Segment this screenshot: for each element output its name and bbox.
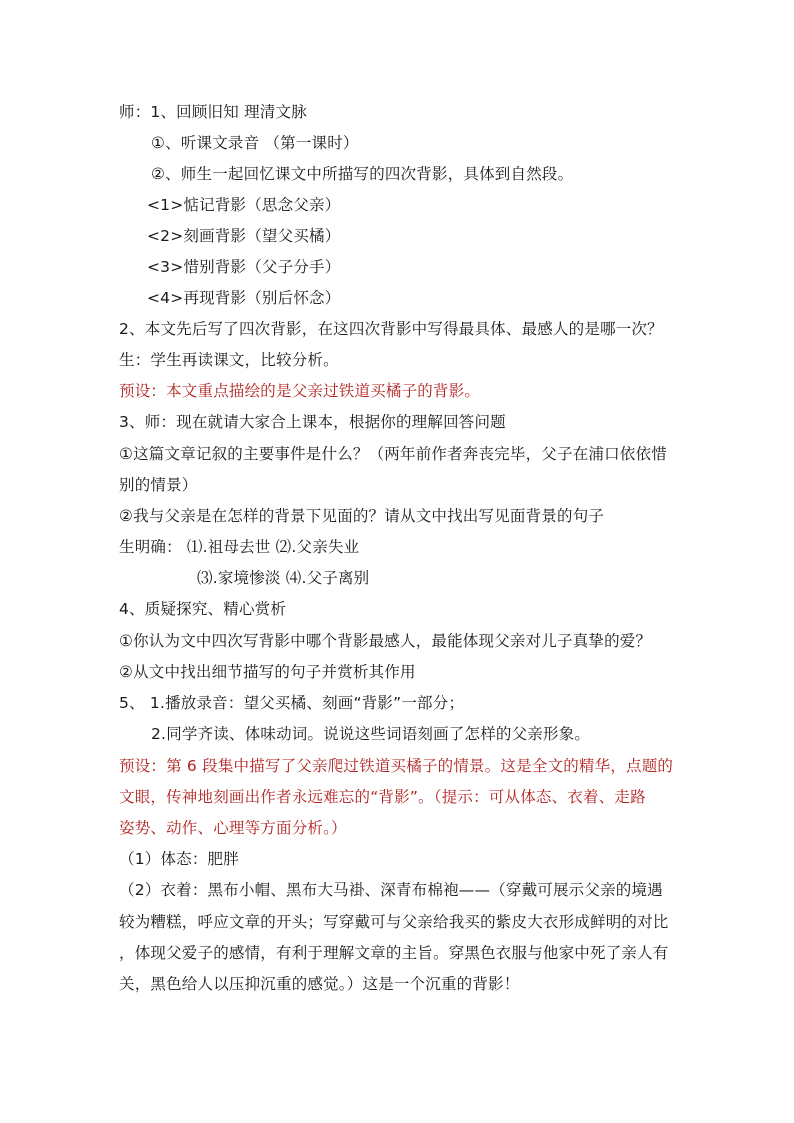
line-meeting-background: ②我与父亲是在怎样的背景下见面的？请从文中找出写见面背景的句子 bbox=[119, 507, 605, 525]
line-clothing-cont-2: ，体现父爱子的感情，有利于理解文章的主旨。穿黑色衣服与他家中死了亲人有 bbox=[119, 944, 669, 962]
line-back-2: <2>刻画背影（望父买橘） bbox=[147, 227, 341, 245]
line-clothing: （2）衣着：黑布小帽、黑布大马褂、深青布棉袍——（穿戴可展示父亲的境遇 bbox=[119, 881, 663, 899]
line-back-3: <3>惜别背影（父子分手） bbox=[147, 258, 341, 276]
line-read-aloud: 2.同学齐读、体味动词。说说这些词语刻画了怎样的父亲形象。 bbox=[151, 725, 591, 743]
line-listen-recording: ①、听课文录音 （第一课时） bbox=[151, 134, 359, 152]
line-clothing-cont-3: 关，黑色给人以压抑沉重的感觉。）这是一个沉重的背影！ bbox=[119, 975, 520, 993]
line-recall-four-backs: ②、师生一起回忆课文中所描写的四次背影，具体到自然段。 bbox=[151, 165, 574, 183]
line-clothing-cont-1: 较为糟糕，呼应文章的开头；写穿戴可与父亲给我买的紫皮大衣形成鲜明的对比 bbox=[119, 913, 669, 931]
line-preset-1: 预设：本文重点描绘的是父亲过铁道买橘子的背影。 bbox=[119, 382, 481, 400]
line-main-event: ①这篇文章记叙的主要事件是什么？（两年前作者奔丧完毕，父子在浦口依依惜 bbox=[119, 445, 667, 463]
line-student-answer-1: 生明确： ⑴.祖母去世 ⑵.父亲失业 bbox=[119, 538, 360, 556]
line-preset-2-cont: 文眼，传神地刻画出作者永远难忘的“背影”。（提示：可从体态、衣着、走路 bbox=[119, 788, 646, 806]
line-back-1: <1>惦记背影（思念父亲） bbox=[147, 196, 341, 214]
line-question-4: 4、质疑探究、精心赏析 bbox=[119, 600, 287, 618]
line-question-3: 3、师：现在就请大家合上课本，根据你的理解回答问题 bbox=[119, 413, 506, 431]
line-main-event-cont: 别的情景） bbox=[119, 476, 198, 494]
line-preset-2: 预设：第 6 段集中描写了父亲爬过铁道买橘子的情景。这是全文的精华，点题的 bbox=[119, 757, 674, 775]
line-most-moving: ①你认为文中四次写背影中哪个背影最感人，最能体现父亲对儿子真挚的爱？ bbox=[119, 632, 652, 650]
line-back-4: <4>再现背影（别后怀念） bbox=[147, 289, 341, 307]
line-student-reread: 生：学生再读课文，比较分析。 bbox=[119, 351, 339, 369]
line-posture: （1）体态：肥胖 bbox=[119, 850, 239, 868]
line-preset-2-end: 姿势、动作、心理等方面分析。） bbox=[119, 819, 347, 837]
line-question-5: 5、 1.播放录音：望父买橘、刻画“背影”一部分； bbox=[119, 694, 465, 712]
line-review-heading: 师：1、回顾旧知 理清文脉 bbox=[119, 103, 307, 121]
line-detail-description: ②从文中找出细节描写的句子并赏析其作用 bbox=[119, 663, 416, 681]
line-question-2: 2、本文先后写了四次背影，在这四次背影中写得最具体、最感人的是哪一次？ bbox=[119, 320, 663, 338]
line-student-answer-2: ⑶.家境惨淡 ⑷.父子离别 bbox=[197, 569, 370, 587]
